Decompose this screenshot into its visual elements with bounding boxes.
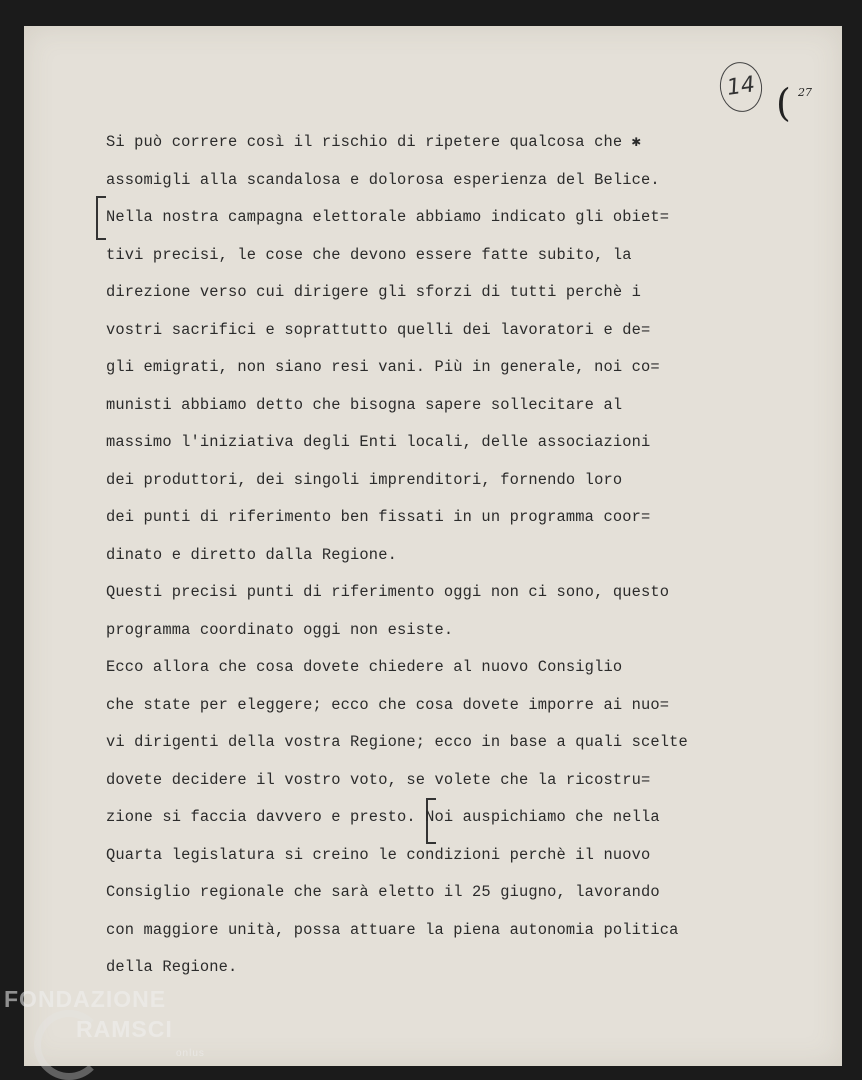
text-line: munisti abbiamo detto che bisogna sapere sollecitare al [106, 395, 623, 414]
text-line: Questi precisi punti di riferimento oggi non ci sono, questo [106, 583, 670, 601]
text-line: vi dirigenti della vostra Regione; ecco in base a quali scelte [106, 733, 688, 751]
text-line: Ecco allora che cosa dovete chiedere al nuovo Consiglio [106, 658, 623, 676]
text-line: dovete decidere il vostro voto, se volete che la ricostru= [106, 770, 651, 789]
text-line: massimo l'iniziativa degli Enti locali, delle associazioni [106, 433, 651, 451]
text-line: gli emigrati, non siano resi vani. Più in generale, noi co= [106, 358, 660, 376]
corner-annotation: ( 27 [776, 81, 812, 125]
text-line: programma coordinato oggi non esiste. [106, 620, 454, 639]
text-line: della Regione. [106, 958, 238, 976]
handwritten-bracket-icon: ( [776, 81, 791, 125]
text-line: dei produttori, dei singoli imprenditori, fornendo loro [106, 470, 623, 489]
document-page [24, 26, 842, 1066]
text-line: vostri sacrifici e soprattutto quelli dei lavoratori e de= [106, 320, 651, 339]
text-line: zione si faccia davvero e presto. Noi auspichiamo che nella [106, 808, 660, 826]
text-line: Si può correre così il rischio di ripetere qualcosa che ✱ [106, 133, 642, 151]
text-line: con maggiore unità, possa attuare la piena autonomia politica [106, 920, 679, 939]
text-line: Quarta legislatura si creino le condizioni perchè il nuovo [106, 845, 651, 864]
text-line: direzione verso cui dirigere gli sforzi di tutti perchè i [106, 283, 641, 301]
text-line: assomigli alla scandalosa e dolorosa esperienza del Belice. [106, 170, 660, 189]
margin-bracket-mark [96, 196, 106, 240]
typed-text [106, 130, 688, 993]
text-line: tivi precisi, le cose che devono essere fatte subito, la [106, 245, 632, 264]
text-line: che state per eleggere; ecco che cosa dovete imporre ai nuo= [106, 695, 670, 714]
page-number: 14 [717, 59, 766, 114]
text-line: Nella nostra campagna elettorale abbiamo indicato gli obiet= [106, 208, 670, 226]
text-line: Consiglio regionale che sarà eletto il 25 giugno, lavorando [106, 883, 660, 901]
fondazione-gramsci-watermark: FONDAZIONE RAMSCI onlus [4, 986, 224, 1080]
text-line: dei punti di riferimento ben fissati in un programma coor= [106, 508, 651, 526]
text-line: dinato e diretto dalla Regione. [106, 545, 397, 564]
